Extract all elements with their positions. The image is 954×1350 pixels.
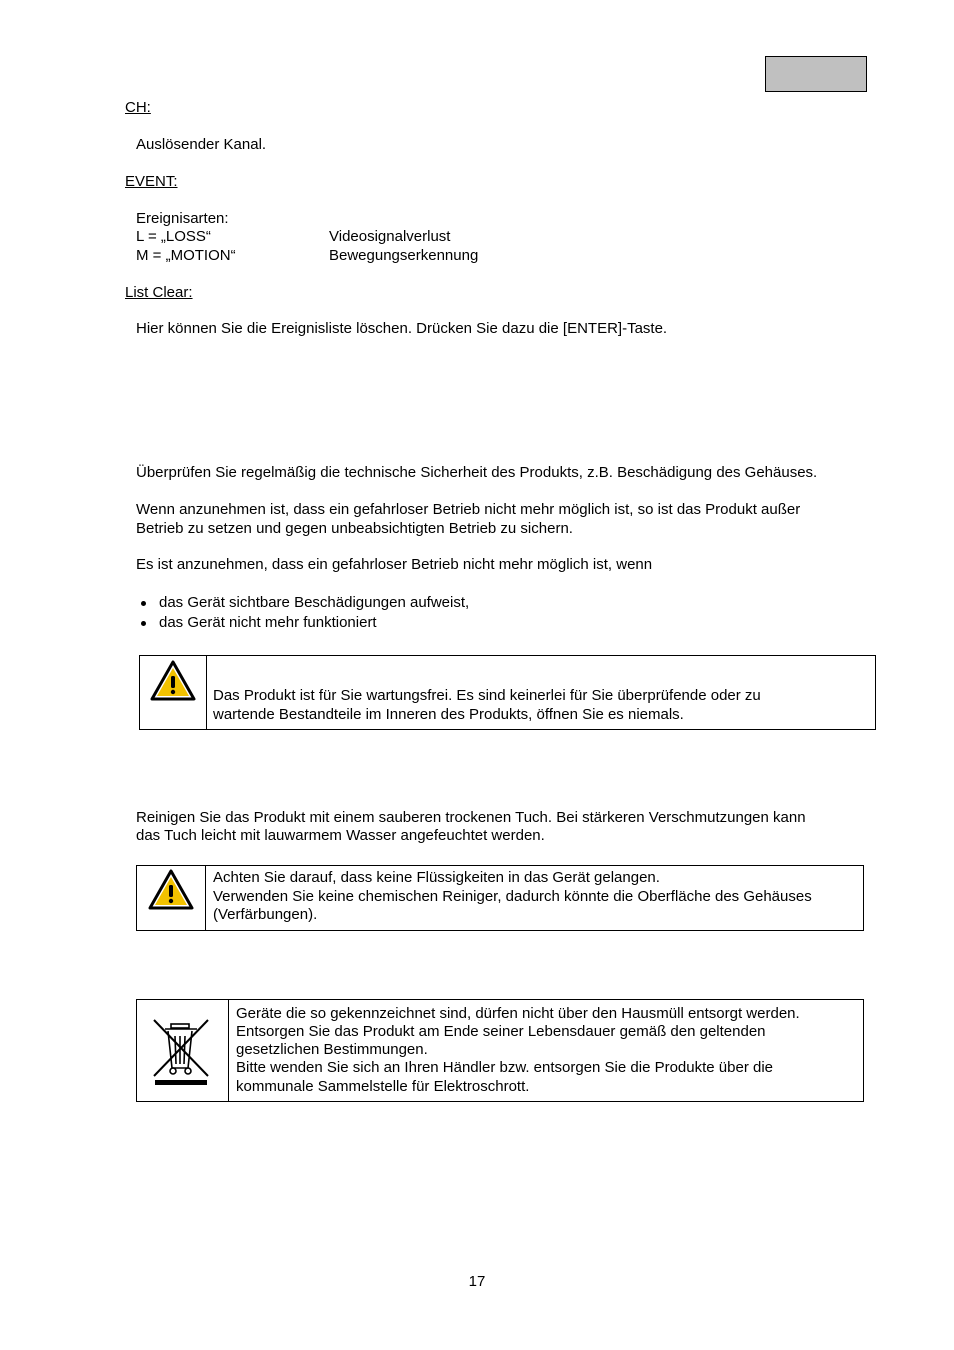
warning-triangle-icon (147, 868, 195, 912)
bullet-item: das Gerät nicht mehr funktioniert (159, 614, 377, 631)
language-tab (765, 56, 867, 92)
cleaning-notice-line: (Verfärbungen). (213, 906, 318, 923)
bullet-item: das Gerät sichtbare Beschädigungen aufweist, (159, 594, 470, 611)
disposal-notice-line: Bitte wenden Sie sich an Ihren Händler bzw. entsorgen Sie die Produkte über die (236, 1059, 773, 1076)
maintenance-paragraph-2-line: Betrieb zu setzen und gegen unbeabsichtigten Betrieb zu sichern. (136, 520, 573, 537)
disposal-notice-line: Entsorgen Sie das Produkt am Ende seiner Lebensdauer gemäß den geltenden (236, 1023, 766, 1040)
cleaning-notice-line: Verwenden Sie keine chemischen Reiniger, dadurch könnte die Oberfläche des Gehäuses (213, 888, 812, 905)
page-number: 17 (468, 1273, 486, 1290)
bullet-dot (141, 621, 146, 626)
maintenance-notice-line: Das Produkt ist für Sie wartungsfrei. Es sind keinerlei für Sie überprüfende oder zu (213, 687, 761, 704)
list-clear-label: List Clear: (125, 284, 193, 301)
notice-icon-cell (137, 866, 206, 930)
cleaning-paragraph-line: Reinigen Sie das Produkt mit einem sauberen trockenen Tuch. Bei stärkeren Verschmutzungen kann (136, 809, 806, 826)
disposal-notice-line: gesetzlichen Bestimmungen. (236, 1041, 428, 1058)
event-type-code: L = „LOSS“ (136, 228, 211, 245)
disposal-notice-line: kommunale Sammelstelle für Elektroschrott. (236, 1078, 530, 1095)
ch-description: Auslösender Kanal. (136, 136, 267, 153)
bullet-dot (141, 601, 146, 606)
ch-label: CH: (125, 99, 151, 116)
cleaning-paragraph-line: das Tuch leicht mit lauwarmem Wasser angefeuchtet werden. (136, 827, 545, 844)
event-type-meaning: Videosignalverlust (329, 228, 451, 245)
notice-icon-cell (137, 1000, 229, 1101)
cleaning-notice-line: Achten Sie darauf, dass keine Flüssigkeiten in das Gerät gelangen. (213, 869, 660, 886)
event-label: EVENT: (125, 173, 178, 190)
maintenance-paragraph-1: Überprüfen Sie regelmäßig die technische Sicherheit des Produkts, z.B. Beschädigung des Gehäuses. (136, 464, 818, 481)
event-intro: Ereignisarten: (136, 210, 229, 227)
event-type-meaning: Bewegungserkennung (329, 247, 479, 264)
maintenance-paragraph-2-line: Wenn anzunehmen ist, dass ein gefahrloser Betrieb nicht mehr möglich ist, so ist das Produkt außer (136, 501, 801, 518)
maintenance-paragraph-3: Es ist anzunehmen, dass ein gefahrloser Betrieb nicht mehr möglich ist, wenn (136, 556, 653, 573)
list-clear-description: Hier können Sie die Ereignisliste löschen. Drücken Sie dazu die [ENTER]-Taste. (136, 320, 668, 337)
maintenance-notice-line: wartende Bestandteile im Inneren des Produkts, öffnen Sie es niemals. (213, 706, 684, 723)
warning-triangle-icon (149, 659, 197, 703)
disposal-notice-line: Geräte die so gekennzeichnet sind, dürfen nicht über den Hausmüll entsorgt werden. (236, 1005, 800, 1022)
notice-icon-cell (140, 656, 207, 729)
crossed-out-wheelie-bin-icon (151, 1014, 213, 1086)
event-type-code: M = „MOTION“ (136, 247, 236, 264)
